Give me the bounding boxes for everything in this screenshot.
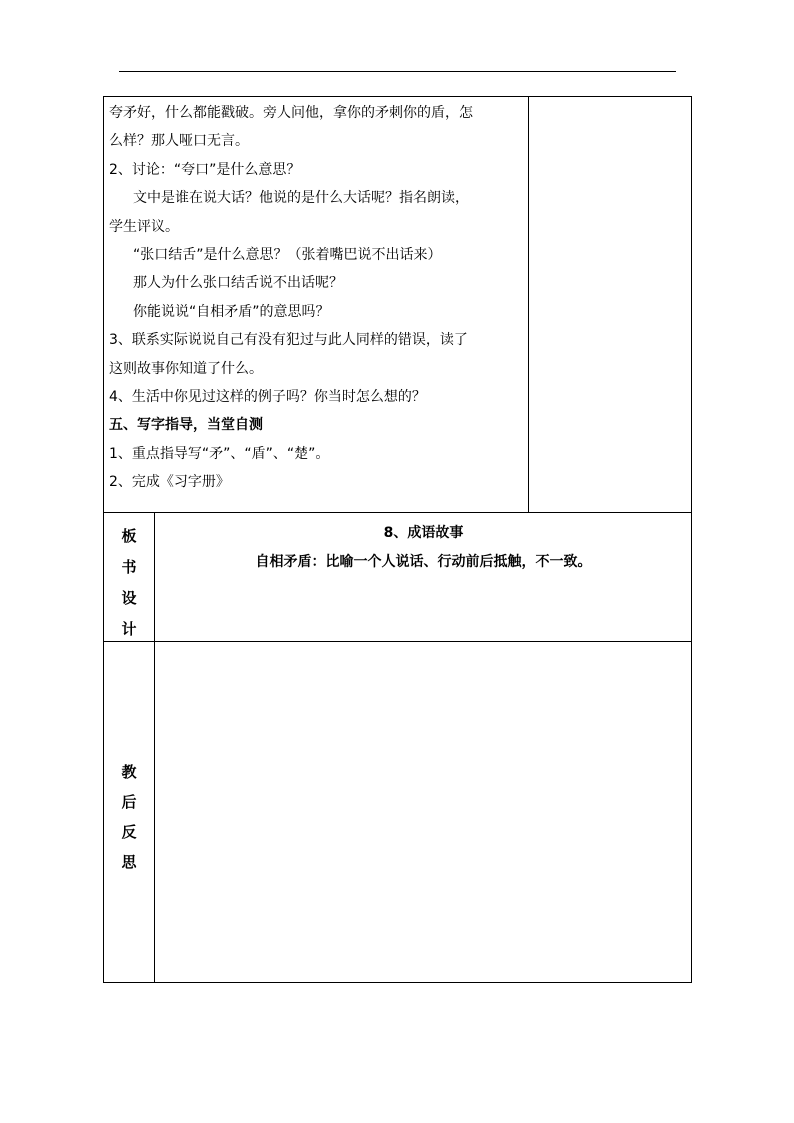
header-rule (119, 71, 676, 72)
lesson-line: 你能说说“自相矛盾”的意思吗？ (133, 303, 330, 320)
lesson-line: 文中是谁在说大话？他说的是什么大话呢？指名朗读， (133, 190, 469, 207)
lesson-content (109, 99, 529, 496)
lesson-line: 这则故事你知道了什么。 (109, 360, 263, 377)
label-char: 计 (121, 620, 137, 638)
label-char: 思 (121, 853, 137, 871)
label-char: 板 (121, 527, 137, 545)
section-heading: 五、写字指导，当堂自测 (109, 417, 263, 434)
label-char: 设 (121, 589, 137, 607)
lesson-line: 4、生活中你见过这样的例子吗？你当时怎么想的？ (109, 388, 426, 405)
lesson-line: 1、重点指导写“矛”、“盾”、“楚”。 (109, 445, 330, 462)
label-char: 反 (121, 823, 137, 841)
label-char: 教 (121, 763, 137, 781)
lesson-line: “张口结舌”是什么意思？（张着嘴巴说不出话来） (133, 246, 442, 263)
lesson-line: 2、讨论：“夸口”是什么意思？ (109, 161, 301, 178)
reflection-area (155, 642, 691, 982)
label-char: 后 (121, 793, 137, 811)
lesson-line: 么样？那人哑口无言。 (109, 133, 249, 150)
row-divider-1 (103, 512, 692, 513)
table-right-border (691, 96, 692, 983)
table-top-border (103, 96, 692, 97)
lesson-line: 夸矛好，什么都能戳破。旁人问他，拿你的矛刺你的盾，怎 (109, 105, 473, 121)
lesson-line: 那人为什么张口结舌说不出话呢？ (133, 275, 343, 292)
reflection-label (104, 760, 154, 880)
lesson-line: 2、完成《习字册》 (109, 474, 230, 491)
label-char: 书 (121, 558, 137, 576)
board-title: 8、成语故事 (383, 525, 464, 541)
board-content: 自相矛盾：比喻一个人说话、行动前后抵触，不一致。 (255, 554, 592, 570)
lesson-line: 3、联系实际说说自己有没有犯过与此人同样的错误，读了 (109, 332, 468, 349)
lesson-line: 学生评议。 (109, 218, 179, 235)
table-bottom-border (103, 982, 692, 983)
board-design-label (104, 524, 154, 648)
